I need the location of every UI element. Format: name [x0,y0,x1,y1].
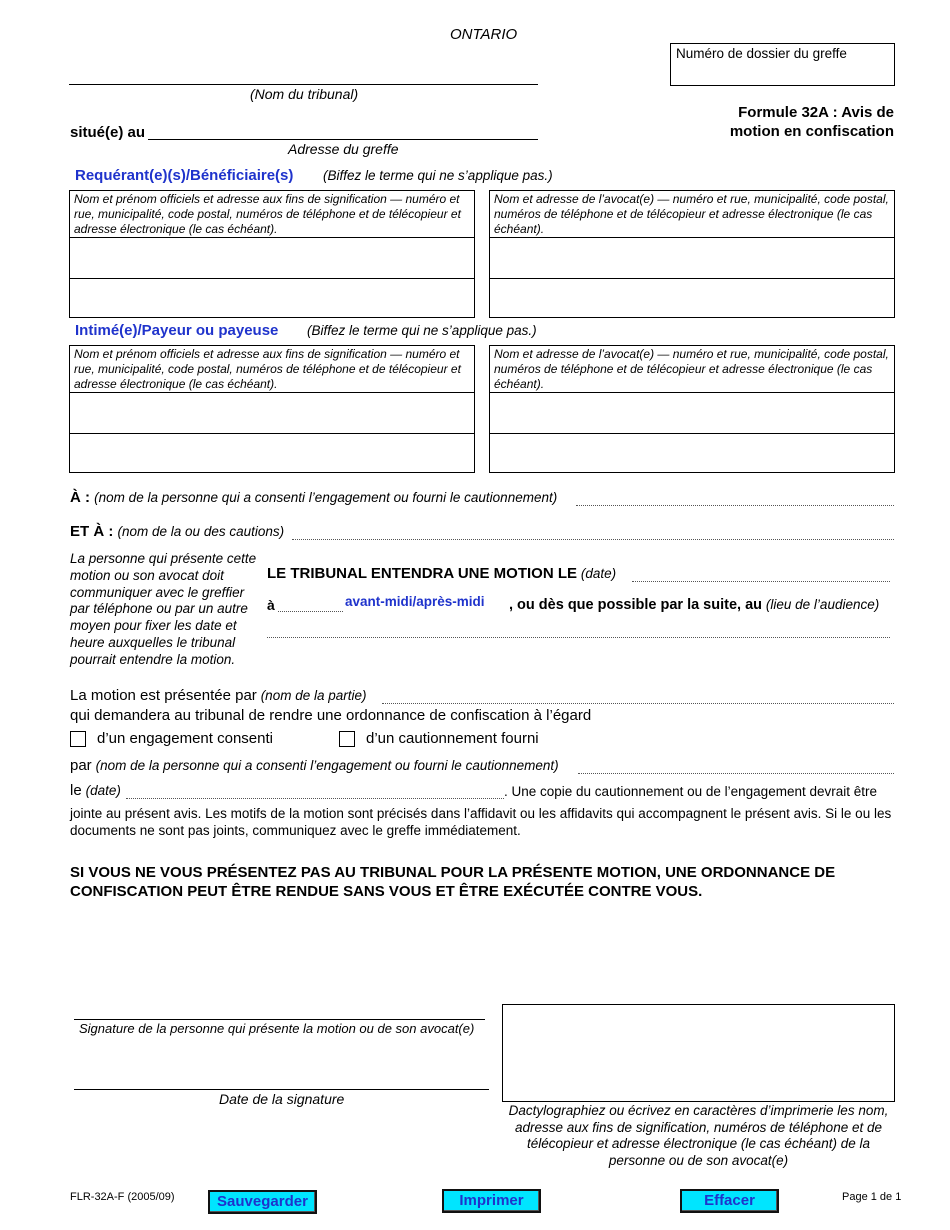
applicant-lawyer-field-1[interactable] [490,237,894,278]
respondent-lawyer-field-1[interactable] [490,392,894,433]
clear-button[interactable]: Effacer [680,1189,779,1213]
presented-by-row [70,687,367,704]
respondent-party-label: Nom et prénom officiels et adresse aux fins de signification — numéro et rue, municipalité, code postal, numéros de téléphone et de télécopieur et adresse électronique (le cas échéant). [74,347,461,391]
applicant-lawyer-label: Nom et adresse de l’avocat(e) — numéro et rue, municipalité, code postal, numéros de téléphone et de télécopieur et adresse électronique (le cas échéant). [494,192,889,236]
signature-date-line[interactable] [74,1089,489,1090]
hearing-time-field[interactable] [278,611,343,612]
page-number: Page 1 de 1 [842,1191,902,1203]
presenting-party-field[interactable] [382,703,894,704]
respondent-strike-note: (Biffez le terme qui ne s’applique pas.) [307,323,537,338]
respondent-party-field-2[interactable] [70,433,474,473]
on-date-hint: (date) [85,783,121,798]
applicant-lawyer-box [489,190,895,318]
form-title [730,103,894,141]
situated-at-label: situé(e) au [70,124,146,141]
court-name-line[interactable] [69,84,538,85]
by-label: par [70,757,92,774]
form-title-line1: Formule 32A : Avis de [738,104,894,121]
or-asap-label: , ou dès que possible par la suite, au [509,597,763,613]
ampm-option[interactable]: avant-midi/après-midi [345,594,485,609]
hearing-place-field[interactable] [267,637,890,638]
form-code: FLR-32A-F (2005/09) [70,1191,175,1203]
by-row [70,757,559,774]
hearing-at-label: à [267,597,275,613]
presented-by-label: La motion est présentée par [70,687,257,704]
file-number-label: Numéro de dossier du greffe [676,46,847,61]
province-title: ONTARIO [450,26,518,43]
sureties-name-field[interactable] [292,539,894,540]
and-to-hint: (nom de la ou des cautions) [117,524,285,539]
signature-date-label: Date de la signature [219,1091,345,1107]
applicant-heading: Requérant(e)(s)/Bénéficiaire(s) [75,167,294,184]
applicant-party-field-2[interactable] [70,278,474,318]
to-row [70,489,557,506]
and-to-row [70,523,284,540]
hearing-side-note: La personne qui présente cette motion ou son avocat doit communiquer avec le greffier par téléphone ou par un autre moyen pour fixer les date et heure auxquelles le tribunal pourrait entendre la motion. [70,551,257,667]
hearing-date-field[interactable] [632,581,890,582]
hearing-place-row [509,596,879,613]
respondent-lawyer-box [489,345,895,473]
bond-label: d’un cautionnement fourni [366,730,539,747]
to-name-field[interactable] [576,505,894,506]
applicant-party-box [69,190,475,318]
print-button[interactable]: Imprimer [442,1189,541,1213]
to-label: À : [70,489,90,506]
copy-text: . Une copie du cautionnement ou de l’engagement devrait être [504,784,877,799]
applicant-party-label: Nom et prénom officiels et adresse aux fins de signification — numéro et rue, municipalité, code postal, numéros de téléphone et de télécopieur et adresse électronique (le cas échéant). [74,192,461,236]
and-to-label: ET À : [70,523,114,540]
place-hint: (lieu de l’audience) [765,597,880,612]
by-hint: (nom de la personne qui a consenti l’engagement ou fourni le cautionnement) [95,758,559,773]
hearing-heading: LE TRIBUNAL ENTENDRA UNE MOTION LE [267,565,577,582]
applicant-lawyer-field-2[interactable] [490,278,894,318]
recognizance-checkbox[interactable] [70,731,86,747]
on-label: le [70,782,82,799]
signature-label: Signature de la personne qui présente la motion ou de son avocat(e) [79,1021,475,1036]
party-hint: (nom de la partie) [260,688,367,703]
save-button[interactable]: Sauvegarder [208,1190,317,1214]
respondent-heading: Intimé(e)/Payeur ou payeuse [75,322,279,339]
respondent-lawyer-field-2[interactable] [490,433,894,473]
registry-address-line[interactable] [148,139,538,140]
default-warning: SI VOUS NE VOUS PRÉSENTEZ PAS AU TRIBUNAL POUR LA PRÉSENTE MOTION, UNE ORDONNANCE DE CONFISCATION PEUT ÊTRE RENDUE SANS VOUS ET ÊTRE EXÉCUTÉE CONTRE VOUS. [70,864,836,900]
attached-text: jointe au présent avis. Les motifs de la motion sont précisés dans l’affidavit ou les affidavits qui accompagnent le présent avis. Si le ou les documents ne sont pas joints, communiquez avec le greffe immédiatement. [70,806,892,838]
hearing-date-row [267,565,616,582]
bond-checkbox[interactable] [339,731,355,747]
recognizance-label: d’un engagement consenti [97,730,273,747]
registry-address-label: Adresse du greffe [288,141,399,157]
respondent-party-box [69,345,475,473]
by-person-field[interactable] [578,773,894,774]
applicant-party-field-1[interactable] [70,237,474,278]
signature-line[interactable] [74,1019,485,1020]
to-hint: (nom de la personne qui a consenti l’engagement ou fourni le cautionnement) [94,490,558,505]
court-name-label: (Nom du tribunal) [250,86,359,102]
respondent-lawyer-label: Nom et adresse de l’avocat(e) — numéro et rue, municipalité, code postal, numéros de téléphone et de télécopieur et adresse électronique (le cas échéant). [494,347,889,391]
applicant-strike-note: (Biffez le terme qui ne s’applique pas.) [323,168,553,183]
asks-court-text: qui demandera au tribunal de rendre une ordonnance de confiscation à l’égard [70,707,592,724]
print-name-box[interactable] [502,1004,895,1102]
hearing-date-hint: (date) [580,566,617,581]
on-date-field[interactable] [126,798,504,799]
file-number-box[interactable] [670,43,895,86]
respondent-party-field-1[interactable] [70,392,474,433]
print-name-label: Dactylographiez ou écrivez en caractères d’imprimerie les nom, adresse aux fins de signification, numéros de téléphone et de télécopieur et adresse électronique (le cas échéant) de la personne ou de son avocat(e) [508,1103,889,1168]
form-title-line2: motion en confiscation [729,123,894,140]
on-date-row [70,782,121,799]
